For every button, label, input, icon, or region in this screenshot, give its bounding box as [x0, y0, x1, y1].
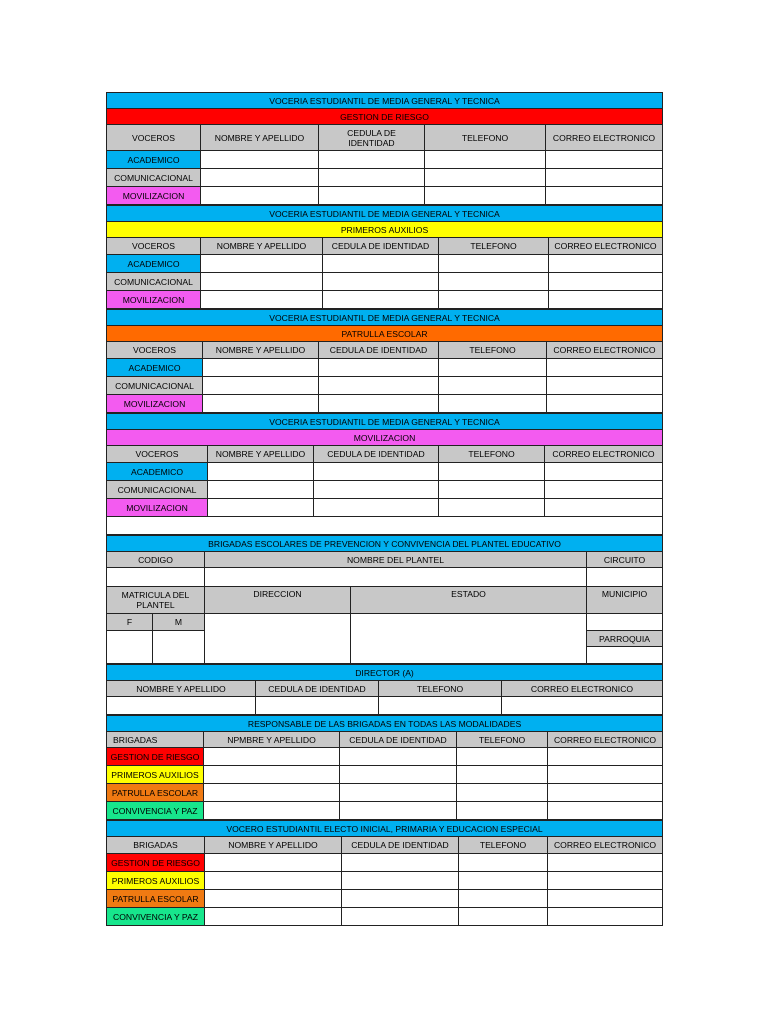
- brigadas-title: BRIGADAS ESCOLARES DE PREVENCION Y CONVIVENCIA DEL PLANTEL EDUCATIVO: [107, 536, 663, 552]
- row-label: CONVIVENCIA Y PAZ: [107, 908, 205, 926]
- responsable-brigadas-table: [106, 715, 663, 820]
- column-header: TELEFONO: [425, 125, 546, 151]
- input-cell[interactable]: [256, 697, 379, 715]
- column-header: NOMBRE Y APELLIDO: [208, 446, 314, 463]
- municipio-label: MUNICIPIO: [587, 587, 663, 614]
- input-cell[interactable]: [314, 499, 439, 517]
- section-subheader: PATRULLA ESCOLAR: [107, 326, 663, 342]
- input-cell[interactable]: [342, 854, 459, 872]
- column-header: NOMBRE Y APELLIDO: [201, 238, 323, 255]
- input-cell[interactable]: [201, 187, 319, 205]
- input-cell[interactable]: [204, 784, 340, 802]
- column-header: CORREO ELECTRONICO: [546, 125, 663, 151]
- section-header: VOCERIA ESTUDIANTIL DE MEDIA GENERAL Y TECNICA: [107, 206, 663, 222]
- column-header: NPMBRE Y APELLIDO: [204, 732, 340, 748]
- row-label: GESTION DE RIESGO: [107, 748, 204, 766]
- row-label: MOVILIZACION: [107, 395, 203, 413]
- column-header: TELEFONO: [457, 732, 548, 748]
- row-label: COMUNICACIONAL: [107, 273, 201, 291]
- input-cell[interactable]: [548, 766, 663, 784]
- input-cell[interactable]: [201, 291, 323, 309]
- input-cell[interactable]: [545, 481, 663, 499]
- voceria-movilizacion-table: [106, 413, 663, 535]
- row-label: ACADEMICO: [107, 151, 201, 169]
- input-cell[interactable]: [319, 359, 439, 377]
- voceria-patrulla-escolar-table: [106, 309, 663, 413]
- estado-label: ESTADO: [351, 587, 587, 614]
- column-header: VOCEROS: [107, 125, 201, 151]
- matricula-f-label: F: [107, 614, 153, 631]
- input-cell[interactable]: [439, 273, 549, 291]
- input-cell[interactable]: [439, 377, 547, 395]
- column-header: CORREO ELECTRONICO: [548, 732, 663, 748]
- input-cell[interactable]: [545, 463, 663, 481]
- vocero-inicial-title: VOCERO ESTUDIANTIL ELECTO INICIAL, PRIMARIA Y EDUCACION ESPECIAL: [107, 821, 663, 837]
- row-label: ACADEMICO: [107, 463, 208, 481]
- column-header: CEDULA DE IDENTIDAD: [342, 837, 459, 854]
- column-header: VOCEROS: [107, 238, 201, 255]
- column-header: CORREO ELECTRONICO: [549, 238, 663, 255]
- row-label: CONVIVENCIA Y PAZ: [107, 802, 204, 820]
- input-cell[interactable]: [205, 854, 342, 872]
- column-header: TELEFONO: [379, 681, 502, 697]
- input-cell[interactable]: [459, 872, 548, 890]
- input-cell[interactable]: [549, 273, 663, 291]
- input-cell[interactable]: [208, 463, 314, 481]
- column-header: NOMBRE Y APELLIDO: [201, 125, 319, 151]
- column-header: CEDULA DE IDENTIDAD: [340, 732, 457, 748]
- input-cell[interactable]: [546, 187, 663, 205]
- input-cell[interactable]: [340, 784, 457, 802]
- input-cell[interactable]: [549, 255, 663, 273]
- municipio-input[interactable]: [587, 614, 663, 631]
- input-cell[interactable]: [459, 908, 548, 926]
- section-header: VOCERIA ESTUDIANTIL DE MEDIA GENERAL Y TECNICA: [107, 310, 663, 326]
- section-subheader: MOVILIZACION: [107, 430, 663, 446]
- input-cell[interactable]: [204, 802, 340, 820]
- column-header: TELEFONO: [439, 446, 545, 463]
- nombre-plantel-input[interactable]: [205, 568, 587, 587]
- input-cell[interactable]: [319, 187, 425, 205]
- section-header: VOCERIA ESTUDIANTIL DE MEDIA GENERAL Y TECNICA: [107, 93, 663, 109]
- director-title: DIRECTOR (A): [107, 665, 663, 681]
- input-cell[interactable]: [457, 766, 548, 784]
- input-cell[interactable]: [201, 169, 319, 187]
- circuito-label: CIRCUITO: [587, 552, 663, 568]
- input-cell[interactable]: [319, 377, 439, 395]
- row-label: ACADEMICO: [107, 359, 203, 377]
- column-header: CORREO ELECTRONICO: [547, 342, 663, 359]
- input-cell[interactable]: [342, 872, 459, 890]
- column-header: BRIGADAS: [107, 837, 205, 854]
- row-label: MOVILIZACION: [107, 499, 208, 517]
- input-cell[interactable]: [549, 291, 663, 309]
- row-label: ACADEMICO: [107, 255, 201, 273]
- row-label: COMUNICACIONAL: [107, 169, 201, 187]
- matricula-label: MATRICULA DEL PLANTEL: [107, 587, 205, 614]
- input-cell[interactable]: [205, 872, 342, 890]
- column-header: CORREO ELECTRONICO: [548, 837, 663, 854]
- input-cell[interactable]: [201, 255, 323, 273]
- column-header: CEDULA DE IDENTIDAD: [323, 238, 439, 255]
- column-header: NOMBRE Y APELLIDO: [203, 342, 319, 359]
- column-header: CORREO ELECTRONICO: [502, 681, 663, 697]
- input-cell[interactable]: [319, 395, 439, 413]
- codigo-input[interactable]: [107, 568, 205, 587]
- input-cell[interactable]: [379, 697, 502, 715]
- column-header: VOCEROS: [107, 342, 203, 359]
- direccion-label: DIRECCION: [205, 587, 351, 614]
- input-cell[interactable]: [545, 499, 663, 517]
- input-cell[interactable]: [439, 359, 547, 377]
- input-cell[interactable]: [502, 697, 663, 715]
- input-cell[interactable]: [548, 908, 663, 926]
- input-cell[interactable]: [547, 395, 663, 413]
- input-cell[interactable]: [314, 481, 439, 499]
- voceria-gestion-riesgo-table: [106, 92, 663, 205]
- row-label: PATRULLA ESCOLAR: [107, 890, 205, 908]
- input-cell[interactable]: [205, 890, 342, 908]
- input-cell[interactable]: [439, 481, 545, 499]
- input-cell[interactable]: [457, 748, 548, 766]
- input-cell[interactable]: [204, 766, 340, 784]
- input-cell[interactable]: [203, 377, 319, 395]
- section-subheader: PRIMEROS AUXILIOS: [107, 222, 663, 238]
- input-cell[interactable]: [547, 359, 663, 377]
- row-label: PRIMEROS AUXILIOS: [107, 872, 205, 890]
- voceria-primeros-auxilios-table: [106, 205, 663, 309]
- column-header: CEDULA DE IDENTIDAD: [319, 125, 425, 151]
- column-header: CEDULA DE IDENTIDAD: [256, 681, 379, 697]
- input-cell[interactable]: [319, 169, 425, 187]
- column-header: TELEFONO: [439, 238, 549, 255]
- nombre-plantel-label: NOMBRE DEL PLANTEL: [205, 552, 587, 568]
- input-cell[interactable]: [457, 802, 548, 820]
- input-cell[interactable]: [425, 169, 546, 187]
- row-label: COMUNICACIONAL: [107, 481, 208, 499]
- input-cell[interactable]: [340, 802, 457, 820]
- input-cell[interactable]: [208, 499, 314, 517]
- row-label: COMUNICACIONAL: [107, 377, 203, 395]
- input-cell[interactable]: [107, 697, 256, 715]
- estado-input[interactable]: [351, 614, 587, 664]
- input-cell[interactable]: [439, 255, 549, 273]
- input-cell[interactable]: [201, 151, 319, 169]
- input-cell[interactable]: [548, 854, 663, 872]
- input-cell[interactable]: [425, 187, 546, 205]
- row-label: MOVILIZACION: [107, 187, 201, 205]
- matricula-m-input[interactable]: [153, 631, 205, 664]
- direccion-input[interactable]: [205, 614, 351, 664]
- parroquia-input[interactable]: [587, 647, 663, 664]
- input-cell[interactable]: [546, 169, 663, 187]
- row-label: MOVILIZACION: [107, 291, 201, 309]
- row-label: PRIMEROS AUXILIOS: [107, 766, 204, 784]
- input-cell[interactable]: [439, 463, 545, 481]
- director-table: [106, 664, 663, 715]
- input-cell[interactable]: [205, 908, 342, 926]
- plantel-info-table: [106, 535, 663, 664]
- brigadas-form-sheet: [106, 92, 662, 926]
- input-cell[interactable]: [319, 151, 425, 169]
- input-cell[interactable]: [323, 255, 439, 273]
- input-cell[interactable]: [548, 784, 663, 802]
- matricula-f-input[interactable]: [107, 631, 153, 664]
- parroquia-label: PARROQUIA: [587, 631, 663, 647]
- input-cell[interactable]: [439, 291, 549, 309]
- input-cell[interactable]: [342, 890, 459, 908]
- input-cell[interactable]: [439, 499, 545, 517]
- input-cell[interactable]: [201, 273, 323, 291]
- input-cell[interactable]: [548, 802, 663, 820]
- input-cell[interactable]: [457, 784, 548, 802]
- row-label: PATRULLA ESCOLAR: [107, 784, 204, 802]
- column-header: NOMBRE Y APELLIDO: [107, 681, 256, 697]
- input-cell[interactable]: [203, 395, 319, 413]
- column-header: VOCEROS: [107, 446, 208, 463]
- row-label: GESTION DE RIESGO: [107, 854, 205, 872]
- input-cell[interactable]: [425, 151, 546, 169]
- input-cell[interactable]: [314, 463, 439, 481]
- input-cell[interactable]: [548, 872, 663, 890]
- column-header: TELEFONO: [459, 837, 548, 854]
- circuito-input[interactable]: [587, 568, 663, 587]
- column-header: CEDULA DE IDENTIDAD: [314, 446, 439, 463]
- input-cell[interactable]: [459, 854, 548, 872]
- section-subheader: GESTION DE RIESGO: [107, 109, 663, 125]
- column-header: CEDULA DE IDENTIDAD: [319, 342, 439, 359]
- input-cell[interactable]: [547, 377, 663, 395]
- input-cell[interactable]: [203, 359, 319, 377]
- input-cell[interactable]: [323, 291, 439, 309]
- responsable-title: RESPONSABLE DE LAS BRIGADAS EN TODAS LAS MODALIDADES: [107, 716, 663, 732]
- input-cell[interactable]: [204, 748, 340, 766]
- input-cell[interactable]: [340, 748, 457, 766]
- column-header: TELEFONO: [439, 342, 547, 359]
- matricula-m-label: M: [153, 614, 205, 631]
- blank-spacer-row: [107, 517, 663, 535]
- column-header: CORREO ELECTRONICO: [545, 446, 663, 463]
- input-cell[interactable]: [548, 890, 663, 908]
- input-cell[interactable]: [342, 908, 459, 926]
- input-cell[interactable]: [323, 273, 439, 291]
- vocero-inicial-table: [106, 820, 663, 926]
- codigo-label: CODIGO: [107, 552, 205, 568]
- input-cell[interactable]: [439, 395, 547, 413]
- column-header: NOMBRE Y APELLIDO: [205, 837, 342, 854]
- section-header: VOCERIA ESTUDIANTIL DE MEDIA GENERAL Y TECNICA: [107, 414, 663, 430]
- input-cell[interactable]: [208, 481, 314, 499]
- input-cell[interactable]: [459, 890, 548, 908]
- column-header: BRIGADAS: [107, 732, 204, 748]
- input-cell[interactable]: [546, 151, 663, 169]
- input-cell[interactable]: [340, 766, 457, 784]
- input-cell[interactable]: [548, 748, 663, 766]
